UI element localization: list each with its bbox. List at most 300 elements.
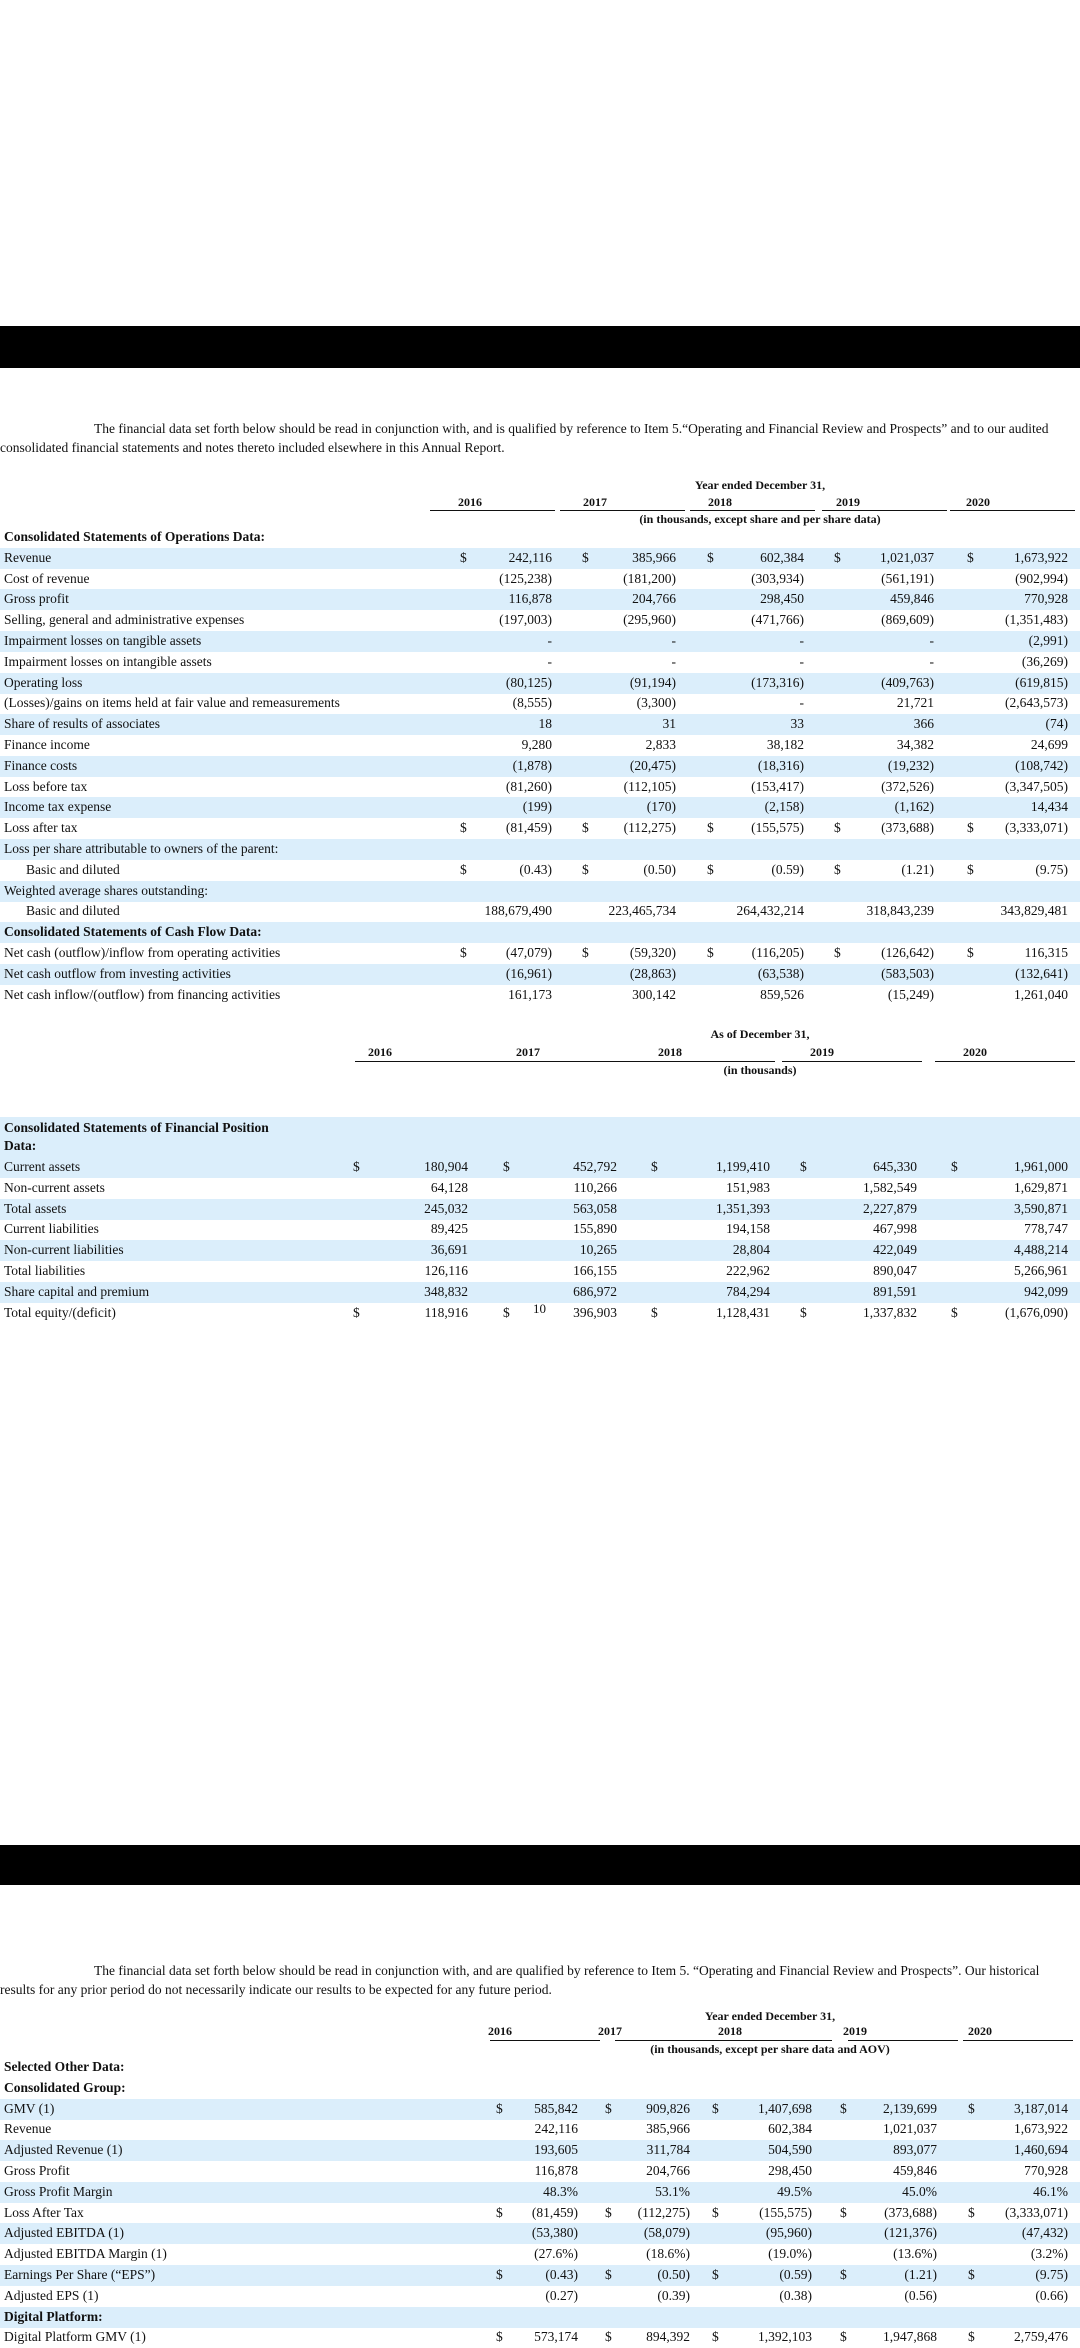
row-value: 645,330	[873, 1159, 917, 1174]
row-value: 396,903	[573, 1304, 617, 1320]
row-value: -	[799, 695, 804, 711]
row-label: Finance income	[4, 737, 90, 752]
row-value: 348,832	[424, 1283, 468, 1299]
row-value: (0.50)	[643, 861, 676, 877]
year-underline	[355, 1061, 495, 1062]
dollar-sign: $	[503, 1159, 510, 1174]
table-row	[0, 569, 1080, 590]
row-label: Total assets	[4, 1200, 67, 1216]
row-value: (561,191)	[881, 570, 934, 586]
row-value: (373,688)	[884, 2204, 937, 2220]
row-label: Earnings Per Share (“EPS”)	[4, 2267, 156, 2282]
dollar-sign: $	[707, 945, 714, 960]
row-value: 504,590	[768, 2142, 812, 2158]
row-value: 1,673,922	[1014, 549, 1068, 565]
row-label: Income tax expense	[4, 799, 112, 815]
row-value: (2,158)	[764, 799, 804, 815]
table-row	[0, 735, 1080, 756]
dollar-sign: $	[968, 2204, 975, 2220]
row-value: 64,128	[430, 1179, 468, 1195]
row-value: (173,316)	[751, 674, 804, 690]
table-row	[0, 2057, 1080, 2078]
row-value: (3,333,071)	[1005, 820, 1068, 836]
year-header-2016: 2016	[458, 495, 482, 509]
row-value: 116,878	[534, 2163, 578, 2178]
row-value: 891,591	[873, 1283, 917, 1299]
row-value: (8,555)	[512, 695, 552, 711]
row-value: (53,380)	[531, 2225, 578, 2241]
row-value: (303,934)	[751, 570, 804, 586]
table-row	[0, 693, 1080, 714]
row-value: (47,079)	[505, 945, 552, 960]
row-value: 385,966	[632, 549, 676, 565]
row-value: (170)	[646, 799, 676, 815]
row-value: (471,766)	[751, 612, 804, 628]
row-value: -	[671, 653, 676, 669]
year-underline	[782, 1061, 922, 1062]
row-value: (3,333,071)	[1005, 2204, 1068, 2220]
row-value: 909,826	[646, 2100, 690, 2116]
table-row	[0, 714, 1080, 735]
row-value: (9.75)	[1035, 861, 1068, 877]
row-value: 1,947,868	[883, 2329, 937, 2345]
dollar-sign: $	[460, 945, 467, 960]
table-row	[0, 2286, 1080, 2307]
row-value: (16,961)	[505, 965, 552, 981]
year-underline	[935, 1061, 1075, 1062]
row-label: Loss after tax	[4, 820, 78, 836]
row-label: Basic and diluted	[26, 861, 120, 877]
year-header-2018: 2018	[658, 1045, 682, 1059]
table-row	[0, 2182, 1080, 2203]
row-label: Consolidated Group:	[4, 2079, 126, 2095]
table-row	[0, 2140, 1080, 2161]
dollar-sign: $	[967, 549, 974, 565]
dollar-sign: $	[800, 1304, 807, 1320]
row-label: Adjusted EPS (1)	[4, 2287, 99, 2303]
year-underline	[848, 2040, 958, 2041]
dollar-sign: $	[800, 1159, 807, 1174]
row-value: (19.0%)	[768, 2246, 812, 2262]
row-value: 49.5%	[777, 2183, 812, 2199]
row-value: (0.27)	[545, 2287, 578, 2303]
table-row	[0, 673, 1080, 694]
row-value: 110,266	[573, 1179, 617, 1195]
row-label: Consolidated Statements of Cash Flow Data:	[4, 924, 262, 940]
row-value: (0.59)	[779, 2267, 812, 2282]
row-value: 194,158	[726, 1221, 770, 1237]
year-underline	[950, 510, 1075, 511]
dollar-sign: $	[496, 2204, 503, 2220]
dollar-sign: $	[496, 2267, 503, 2282]
row-label: Finance costs	[4, 757, 78, 773]
row-value: (3,347,505)	[1005, 778, 1068, 794]
table-row	[0, 2223, 1080, 2244]
year-underline	[690, 510, 815, 511]
row-label: Total equity/(deficit)	[4, 1304, 116, 1320]
row-label: Revenue	[4, 549, 52, 565]
row-value: 1,629,871	[1014, 1179, 1068, 1195]
year-underline	[495, 1061, 635, 1062]
table-row	[0, 881, 1080, 902]
row-value: 602,384	[768, 2121, 812, 2137]
row-value: 686,972	[573, 1283, 617, 1299]
dollar-sign: $	[840, 2100, 847, 2116]
row-value: 31	[662, 716, 676, 732]
row-value: 1,261,040	[1014, 986, 1068, 1002]
row-value: 1,460,694	[1014, 2142, 1068, 2158]
row-value: 188,679,490	[484, 903, 552, 919]
dollar-sign: $	[967, 945, 974, 960]
table-row	[0, 1178, 1080, 1199]
row-label: Impairment losses on intangible assets	[4, 653, 212, 669]
dollar-sign: $	[353, 1159, 360, 1174]
dollar-sign: $	[707, 549, 714, 565]
row-label: Loss After Tax	[4, 2204, 84, 2220]
row-value: (81,459)	[505, 820, 552, 836]
dollar-sign: $	[712, 2100, 719, 2116]
row-value: 1,021,037	[883, 2121, 937, 2137]
table-row	[0, 2307, 1080, 2328]
row-value: 36,691	[430, 1242, 468, 1258]
row-value: 1,582,549	[863, 1179, 917, 1195]
row-value: (0.38)	[779, 2287, 812, 2303]
row-label: Consolidated Statements of Operations Data:	[4, 529, 265, 544]
row-value: 242,116	[508, 549, 552, 565]
row-value: (155,575)	[759, 2204, 812, 2220]
row-label: GMV (1)	[4, 2100, 55, 2116]
table-row	[0, 943, 1080, 964]
row-value: (95,960)	[765, 2225, 812, 2241]
row-value: (18,316)	[757, 757, 804, 773]
row-value: 3,590,871	[1014, 1200, 1068, 1216]
row-value: 1,337,832	[863, 1304, 917, 1320]
table-row	[0, 652, 1080, 673]
row-label: Adjusted EBITDA (1)	[4, 2225, 124, 2241]
year-header-2019: 2019	[810, 1045, 834, 1059]
table-row	[0, 985, 1080, 1006]
row-value: 893,077	[893, 2142, 937, 2158]
row-value: 10,265	[579, 1242, 617, 1258]
row-value: 3,187,014	[1014, 2100, 1068, 2116]
table-row	[0, 2327, 1080, 2348]
row-value: 204,766	[646, 2163, 690, 2178]
row-value: (0.56)	[904, 2287, 937, 2303]
row-value: 343,829,481	[1000, 903, 1068, 919]
row-label: Current liabilities	[4, 1221, 99, 1237]
year-header-2016: 2016	[488, 2024, 512, 2038]
row-value: (181,200)	[623, 570, 676, 586]
row-value: (125,238)	[499, 570, 552, 586]
row-value: (74)	[1045, 716, 1068, 732]
row-value: (80,125)	[505, 674, 552, 690]
row-value: 1,199,410	[716, 1159, 770, 1174]
row-value: (121,376)	[884, 2225, 937, 2241]
row-value: (81,459)	[531, 2204, 578, 2220]
row-value: 14,434	[1030, 799, 1068, 815]
row-value: 21,721	[896, 695, 934, 711]
row-value: (47,432)	[1021, 2225, 1068, 2241]
row-value: (19,232)	[887, 757, 934, 773]
row-label: Digital Platform GMV (1)	[4, 2329, 146, 2345]
year-underline	[560, 510, 685, 511]
row-value: 422,049	[873, 1242, 917, 1258]
table-row	[0, 1157, 1080, 1178]
row-value: 1,407,698	[758, 2100, 812, 2116]
year-header-2018: 2018	[708, 495, 732, 509]
row-value: (0.43)	[519, 861, 552, 877]
row-label: Gross Profit Margin	[4, 2183, 113, 2199]
dollar-sign: $	[353, 1304, 360, 1320]
row-value: (372,526)	[881, 778, 934, 794]
dollar-sign: $	[834, 861, 841, 877]
row-label: Operating loss	[4, 674, 83, 690]
row-value: -	[929, 653, 934, 669]
row-value: 193,605	[534, 2142, 578, 2158]
row-value: (197,003)	[499, 612, 552, 628]
row-value: 264,432,214	[736, 903, 804, 919]
row-value: (132,641)	[1015, 965, 1068, 981]
dollar-sign: $	[582, 549, 589, 565]
dollar-sign: $	[712, 2329, 719, 2345]
row-value: 5,266,961	[1014, 1263, 1068, 1278]
row-value: 161,173	[508, 986, 552, 1002]
year-header-2020: 2020	[968, 2024, 992, 2038]
row-label: Digital Platform:	[4, 2308, 103, 2324]
row-value: (295,960)	[623, 612, 676, 628]
dollar-sign: $	[967, 820, 974, 836]
dollar-sign: $	[834, 945, 841, 960]
dollar-sign: $	[605, 2100, 612, 2116]
dollar-sign: $	[712, 2267, 719, 2282]
row-value: 318,843,239	[866, 903, 934, 919]
row-value: 53.1%	[655, 2183, 690, 2199]
dollar-sign: $	[582, 861, 589, 877]
row-label: Non-current assets	[4, 1179, 105, 1195]
row-value: 859,526	[760, 986, 804, 1002]
year-underline	[430, 510, 555, 511]
row-label: Current assets	[4, 1159, 81, 1174]
row-value: (902,994)	[1015, 570, 1068, 586]
row-value: 942,099	[1024, 1283, 1068, 1299]
row-value: (13.6%)	[893, 2246, 937, 2262]
row-value: 223,465,734	[608, 903, 676, 919]
dollar-sign: $	[503, 1304, 510, 1320]
intro-paragraph-1	[0, 419, 1080, 457]
dollar-sign: $	[834, 820, 841, 836]
row-value: 151,983	[726, 1179, 770, 1195]
row-value: 48.3%	[543, 2183, 578, 2199]
intro-paragraph-3	[0, 1961, 1080, 1999]
row-value: 459,846	[890, 591, 934, 607]
year-header-2017: 2017	[516, 1045, 540, 1059]
dollar-sign: $	[951, 1159, 958, 1174]
row-value: 784,294	[726, 1283, 770, 1299]
row-value: (28,863)	[629, 965, 676, 981]
row-value: 298,450	[768, 2163, 812, 2178]
table-row	[0, 1199, 1080, 1220]
table-row	[0, 756, 1080, 777]
row-value: (1.21)	[901, 861, 934, 877]
row-label: Total liabilities	[4, 1263, 86, 1278]
year-header-2017: 2017	[583, 495, 607, 509]
table-row	[0, 1261, 1080, 1282]
row-value: 298,450	[760, 591, 804, 607]
row-value: 1,351,393	[716, 1200, 770, 1216]
intro-text-1: The financial data set forth below should be read in conjunction with, and is qualified by reference to Item 5.“Operating and Financial Review and Prospects” and to our audited consolidated financial statements and notes thereto included elsewhere in this Annual Report.	[0, 421, 1049, 455]
row-value: 452,792	[573, 1159, 617, 1174]
dollar-sign: $	[582, 945, 589, 960]
row-value: 116,315	[1024, 945, 1068, 960]
period-header: As of December 31,	[710, 1027, 810, 1041]
table-row	[0, 2099, 1080, 2120]
row-value: 459,846	[893, 2163, 937, 2178]
row-value: 242,116	[534, 2121, 578, 2137]
row-value: (20,475)	[629, 757, 676, 773]
section-title-line2: Data:	[4, 1138, 37, 1153]
row-label: Non-current liabilities	[4, 1242, 124, 1258]
table-row	[0, 2119, 1080, 2140]
row-value: 118,916	[424, 1304, 468, 1320]
row-label: Net cash outflow from investing activities	[4, 965, 231, 981]
row-value: (126,642)	[881, 945, 934, 960]
year-header-2017: 2017	[598, 2024, 622, 2038]
row-label: Share capital and premium	[4, 1283, 150, 1299]
row-value: 4,488,214	[1014, 1242, 1068, 1258]
row-value: 366	[913, 716, 934, 732]
row-value: 770,928	[1024, 2163, 1068, 2178]
row-value: (81,260)	[505, 778, 552, 794]
row-label: Revenue	[4, 2121, 52, 2137]
row-value: (116,205)	[751, 945, 804, 960]
table-row	[0, 2161, 1080, 2182]
row-label: Net cash inflow/(outflow) from financing activities	[4, 986, 281, 1002]
row-value: (155,575)	[751, 820, 804, 836]
row-value: 2,227,879	[863, 1200, 917, 1216]
row-value: (409,763)	[881, 674, 934, 690]
row-value: (619,815)	[1015, 674, 1068, 690]
row-value: (0.39)	[657, 2287, 690, 2303]
row-value: (1.21)	[904, 2267, 937, 2282]
year-header-2018: 2018	[718, 2024, 742, 2038]
row-value: -	[547, 633, 552, 648]
unit-header: (in thousands, except per share data and AOV)	[650, 2042, 890, 2056]
row-value: (18.6%)	[646, 2246, 690, 2262]
row-value: 385,966	[646, 2121, 690, 2137]
row-value: (0.43)	[545, 2267, 578, 2282]
row-value: 890,047	[873, 1263, 917, 1278]
row-label: (Losses)/gains on items held at fair value and remeasurements	[4, 695, 340, 711]
row-value: (373,688)	[881, 820, 934, 836]
row-value: 467,998	[873, 1221, 917, 1237]
dollar-sign: $	[605, 2329, 612, 2345]
row-value: 1,392,103	[758, 2329, 812, 2345]
year-underline	[722, 2040, 832, 2041]
unit-header: (in thousands)	[723, 1063, 797, 1077]
table-row	[0, 527, 1080, 548]
row-value: -	[799, 653, 804, 669]
row-value: 2,759,476	[1014, 2329, 1068, 2345]
row-value: (58,079)	[643, 2225, 690, 2241]
dollar-sign: $	[968, 2329, 975, 2345]
row-label: Impairment losses on tangible assets	[4, 633, 202, 648]
table-row	[0, 797, 1080, 818]
page-gap-band-top	[0, 326, 1080, 368]
row-value: (91,194)	[629, 674, 676, 690]
table-row	[0, 922, 1080, 943]
row-value: 34,382	[896, 737, 934, 752]
dollar-sign: $	[712, 2204, 719, 2220]
dollar-sign: $	[460, 861, 467, 877]
row-label: Gross profit	[4, 591, 69, 607]
intro-text-3: The financial data set forth below should be read in conjunction with, and are qualified by reference to Item 5. “Operating and Financial Review and Prospects”. Our historical results for any prior period do not necessarily indicate our results to be expected for any future period.	[0, 1963, 1040, 1997]
row-value: 89,425	[430, 1221, 468, 1237]
row-value: 1,961,000	[1014, 1159, 1068, 1174]
row-value: 1,673,922	[1014, 2121, 1068, 2137]
row-value: 45.0%	[902, 2183, 937, 2199]
dollar-sign: $	[651, 1159, 658, 1174]
dollar-sign: $	[605, 2204, 612, 2220]
year-underline	[963, 2040, 1073, 2041]
year-header-2016: 2016	[368, 1045, 392, 1059]
dollar-sign: $	[834, 549, 841, 565]
year-header-2020: 2020	[963, 1045, 987, 1059]
period-header: Year ended December 31,	[704, 2009, 836, 2023]
table-row	[0, 610, 1080, 631]
table-row	[0, 1282, 1080, 1303]
row-value: (869,609)	[881, 612, 934, 628]
row-label: Weighted average shares outstanding:	[4, 882, 208, 898]
row-value: (36,269)	[1021, 653, 1068, 669]
dollar-sign: $	[496, 2100, 503, 2116]
row-value: 573,174	[534, 2329, 578, 2345]
row-label: Net cash (outflow)/inflow from operating activities	[4, 945, 281, 960]
dollar-sign: $	[840, 2204, 847, 2220]
row-value: (59,320)	[629, 945, 676, 960]
row-value: -	[547, 653, 552, 669]
row-label: Adjusted EBITDA Margin (1)	[4, 2246, 167, 2262]
dollar-sign: $	[707, 861, 714, 877]
row-label: Adjusted Revenue (1)	[4, 2142, 123, 2158]
row-value: 602,384	[760, 549, 804, 565]
table-row	[0, 631, 1080, 652]
year-underline	[615, 2040, 725, 2041]
table-row	[0, 2244, 1080, 2265]
table-row	[0, 2265, 1080, 2286]
row-value: (199)	[522, 799, 552, 815]
row-value: 245,032	[424, 1200, 468, 1216]
row-value: (1,676,090)	[1005, 1304, 1068, 1320]
row-value: 9,280	[521, 737, 552, 752]
page-number: 10	[533, 1301, 546, 1316]
row-value: 46.1%	[1033, 2183, 1068, 2199]
table-row	[0, 2078, 1080, 2099]
row-value: (112,105)	[623, 778, 676, 794]
table-row	[0, 839, 1080, 860]
dollar-sign: $	[460, 820, 467, 836]
row-value: 770,928	[1024, 591, 1068, 607]
table-row	[0, 818, 1080, 839]
row-value: (0.59)	[771, 861, 804, 877]
row-value: -	[929, 633, 934, 648]
row-value: (0.66)	[1035, 2287, 1068, 2303]
year-header-2019: 2019	[836, 495, 860, 509]
year-underline	[490, 2040, 600, 2041]
dollar-sign: $	[460, 549, 467, 565]
table-row	[0, 2203, 1080, 2224]
row-value: 116,878	[508, 591, 552, 607]
row-value: (112,275)	[637, 2204, 690, 2220]
